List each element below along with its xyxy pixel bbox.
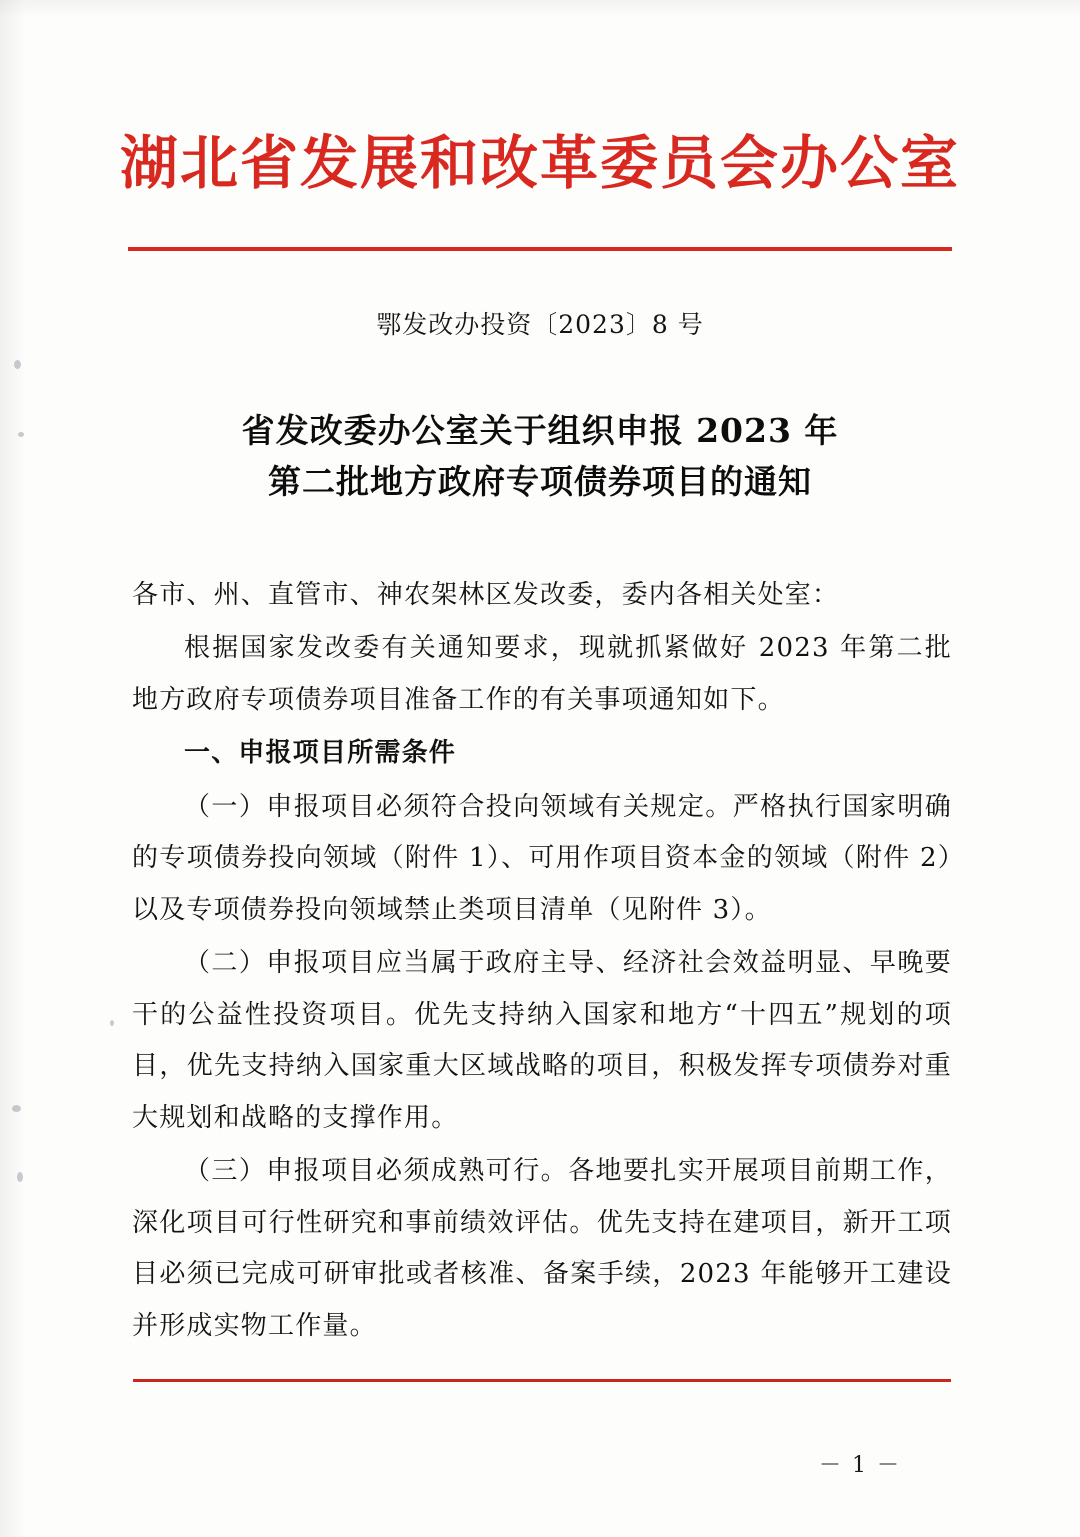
body-paragraph-1: 根据国家发改委有关通知要求，现就抓紧做好 2023 年第二批地方政府专项债券项目准备工作的有关事项通知如下。 [132, 633, 952, 715]
scan-speck [110, 1020, 114, 1026]
scan-edge-shadow-left [0, 0, 26, 1537]
scan-speck [12, 1105, 21, 1112]
document-title-line-1: 省发改委办公室关于组织申报 2023 年 [241, 411, 839, 450]
red-underline-annotation [133, 1379, 951, 1382]
page-footer [0, 1448, 1080, 1479]
document-number: 鄂发改办投资〔2023〕8 号 [376, 310, 704, 339]
issuing-organization-title: 湖北省发展和改革委员会办公室 [119, 129, 960, 197]
scan-speck [17, 1172, 23, 1182]
section-heading-1: 一、申报项目所需条件 [184, 738, 457, 769]
scan-edge-shadow-top [0, 0, 1080, 18]
document-body [132, 570, 952, 1354]
body-paragraph-item-1: （一）申报项目必须符合投向领域有关规定。严格执行国家明确的专项债券投向领域（附件 1）、可用作项目资本金的领域（附件 2）以及专项债券投向领域禁止类项目清单（见附件 3）。 [132, 791, 952, 925]
header-red-rule [128, 247, 952, 251]
salutation-line: 各市、州、直管市、神农架林区发改委，委内各相关处室： [132, 580, 840, 610]
scan-speck [14, 360, 21, 369]
document-title [0, 405, 1080, 507]
document-header [0, 129, 1080, 197]
body-paragraph-item-2: （二）申报项目应当属于政府主导、经济社会效益明显、早晚要干的公益性投资项目。优先支持纳入国家和地方“十四五”规划的项目，优先支持纳入国家重大区域战略的项目，积极发挥专项债券对重大规划和战略的支撑作用。 [132, 948, 952, 1133]
document-title-line-2: 第二批地方政府专项债券项目的通知 [268, 462, 812, 502]
page-number: － 1 － [819, 1453, 901, 1478]
body-paragraph-item-3: （三）申报项目必须成熟可行。各地要扎实开展项目前期工作，深化项目可行性研究和事前绩效评估。优先支持在建项目，新开工项目必须已完成可研审批或者核准、备案手续，2023 年能够开工建设并形成实物工作量。 [132, 1156, 952, 1341]
